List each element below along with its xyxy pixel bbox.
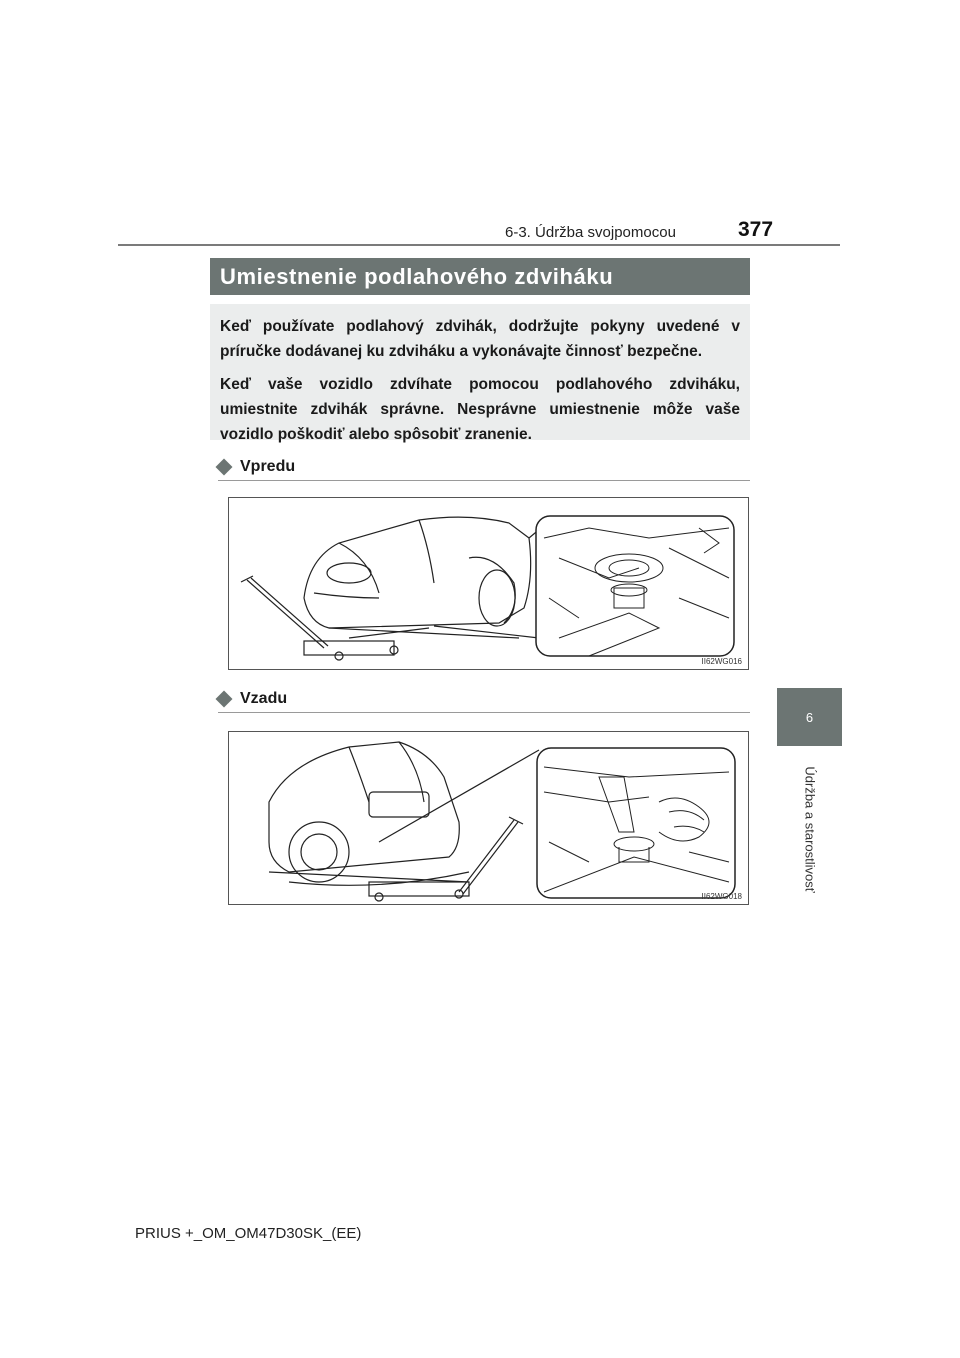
chapter-number: 6 (805, 709, 814, 725)
subheading-front (218, 458, 295, 476)
diamond-bullet-icon (216, 459, 233, 476)
page-title (210, 258, 750, 295)
subheading-rear (218, 690, 287, 708)
figure-rear-jack (228, 731, 749, 905)
subheading-front-text: Vpredu (240, 458, 296, 475)
intro-box (210, 304, 750, 443)
rear-jack-illustration (229, 732, 748, 904)
figure-rear-id: II62WG018 (701, 892, 742, 901)
page-title-text: Umiestnenie podlahového zdviháku (220, 263, 614, 289)
front-jack-illustration (229, 498, 748, 669)
header-divider (118, 244, 840, 246)
subheading-front-rule (218, 480, 750, 481)
figure-front-id: II62WG016 (701, 657, 742, 666)
intro-paragraph-2: Keď vaše vozidlo zdvíhate pomocou podlahového zdviháku, umiestnite zdvihák správne. Nesprávne umiestnenie môže vaše vozidlo poškodiť alebo spôsobiť zranenie. (220, 376, 740, 443)
intro-paragraph-1: Keď používate podlahový zdvihák, dodržujte pokyny uvedené v príručke dodávanej ku zdviháku a vykonávajte činnosť bezpečne. (220, 318, 740, 360)
section-header: 6-3. Údržba svojpomocou (505, 224, 676, 241)
chapter-title-vertical (780, 752, 840, 902)
figure-front-jack (228, 497, 749, 670)
diamond-bullet-icon (216, 691, 233, 708)
page-number: 377 (738, 218, 774, 241)
subheading-rear-rule (218, 712, 750, 713)
footer-doc-code: PRIUS +_OM_OM47D30SK_(EE) (135, 1225, 362, 1242)
subheading-rear-text: Vzadu (240, 690, 288, 707)
chapter-tab (777, 688, 842, 746)
chapter-title: Údržba a starostlivosť (802, 766, 818, 893)
